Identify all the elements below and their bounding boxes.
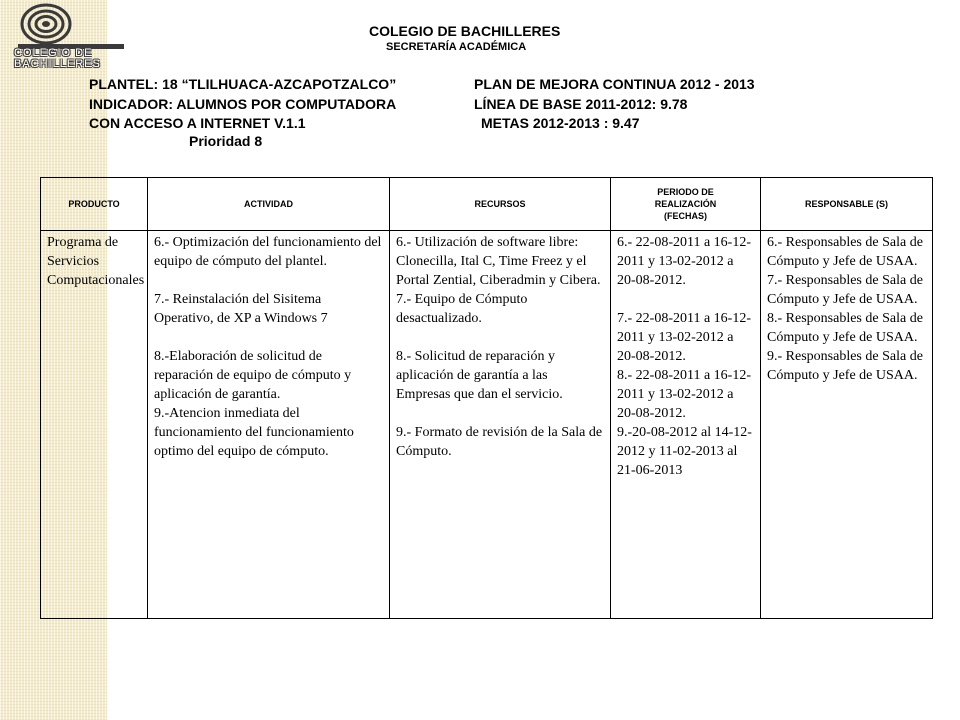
recursos-item-7: 7.- Equipo de Cómputo desactualizado. [396, 292, 528, 326]
table-row [41, 231, 933, 619]
responsable-item-8: 8.- Responsables de Sala de Cómputo y Jefe de USAA. [767, 311, 923, 345]
plantel-label: PLANTEL: 18 “TLILHUACA-AZCAPOTZALCO” [89, 76, 397, 92]
periodo-item-8: 8.- 22-08-2011 a 16-12-2011 y 13-02-2012 a 20-08-2012. [617, 368, 752, 421]
periodo-item-9: 9.-20-08-2012 al 14-12-2012 y 11-02-2013 al 21-06-2013 [617, 425, 752, 478]
cell-producto: Programa de Servicios Computacionales [41, 231, 148, 619]
header-periodo-line2: REALIZACIÓN [654, 199, 717, 209]
metas-label: METAS 2012-2013 : 9.47 [481, 115, 640, 131]
periodo-item-7: 7.- 22-08-2011 a 16-12-2011 y 13-02-2012 a 20-08-2012. [617, 311, 752, 364]
header-periodo-line1: PERIODO DE [657, 187, 714, 197]
cell-recursos [390, 231, 611, 619]
prioridad-label: Prioridad 8 [189, 133, 263, 149]
header-periodo [611, 178, 761, 231]
organization-title: COLEGIO DE BACHILLERES [369, 23, 561, 39]
header-responsable: RESPONSABLE (S) [761, 178, 933, 231]
cell-periodo [611, 231, 761, 619]
recursos-item-8: 8.- Solicitud de reparación y aplicación de garantía a las Empresas que dan el servicio. [396, 349, 563, 402]
logo-text-line2: BACHILLERES [14, 58, 101, 70]
cell-responsable [761, 231, 933, 619]
department-subtitle: SECRETARÍA ACADÉMICA [386, 41, 527, 53]
periodo-item-6: 6.- 22-08-2011 a 16-12-2011 y 13-02-2012 a 20-08-2012. [617, 235, 752, 288]
plan-label: PLAN DE MEJORA CONTINUA 2012 - 2013 [474, 76, 755, 92]
header-actividad: ACTIVIDAD [148, 178, 390, 231]
table-header-row [41, 178, 933, 231]
responsable-item-9: 9.- Responsables de Sala de Cómputo y Jefe de USAA. [767, 349, 923, 383]
recursos-item-6: 6.- Utilización de software libre: Clonecilla, Ital C, Time Freez y el Portal Zential, Ciberadmin y Cibera. [396, 235, 601, 288]
linea-base-label: LÍNEA DE BASE 2011-2012: 9.78 [474, 96, 688, 112]
responsable-item-7: 7.- Responsables de Sala de Cómputo y Jefe de USAA. [767, 273, 923, 307]
actividad-item-6: 6.- Optimización del funcionamiento del equipo de cómputo del plantel. [154, 235, 382, 269]
actividad-item-8: 8.-Elaboración de solicitud de reparación de equipo de cómputo y aplicación de garantía. [154, 349, 352, 402]
header-recursos: RECURSOS [390, 178, 611, 231]
actividad-item-9: 9.-Atencion inmediata del funcionamiento del funcionamiento optimo del equipo de cómputo. [154, 406, 354, 459]
logo-text-line1: COLEGIO DE [14, 47, 93, 59]
logo-text [14, 48, 144, 70]
actividad-item-7: 7.- Reinstalación del Sisitema Operativo, de XP a Windows 7 [154, 292, 328, 326]
plan-table [40, 177, 933, 619]
indicador-line2: CON ACCESO A INTERNET V.1.1 [89, 115, 306, 131]
recursos-item-9: 9.- Formato de revisión de la Sala de Cómputo. [396, 425, 603, 459]
cell-actividad [148, 231, 390, 619]
header-producto: PRODUCTO [41, 178, 148, 231]
header-periodo-line3: (FECHAS) [664, 211, 707, 221]
indicador-line1: INDICADOR: ALUMNOS POR COMPUTADORA [89, 96, 397, 112]
responsable-item-6: 6.- Responsables de Sala de Cómputo y Jefe de USAA. [767, 235, 923, 269]
